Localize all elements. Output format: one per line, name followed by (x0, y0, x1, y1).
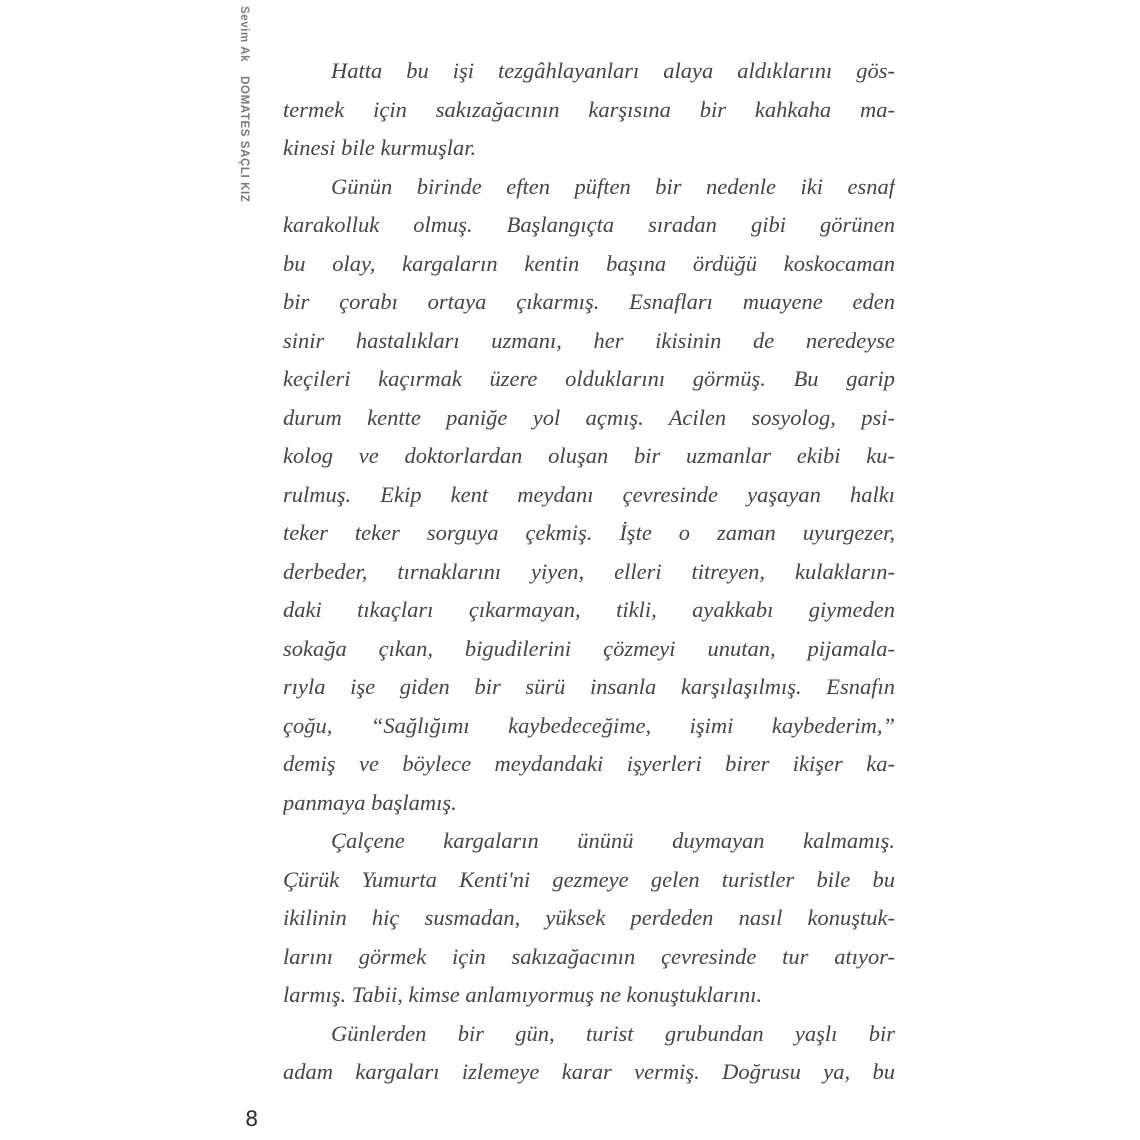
text-line: durum kentte paniğe yol açmış. Acilen sosyolog, psi- (283, 404, 895, 430)
text-line: larmış. Tabii, kimse anlamıyormuş ne konuştuklarını. (283, 982, 763, 1007)
text-line: keçileri kaçırmak üzere olduklarını görmüş. Bu garip (283, 366, 895, 391)
text-line: sinir hastalıkları uzmanı, her ikisinin de neredeyse (283, 327, 895, 353)
text-line: rulmuş. Ekip kent meydanı çevresinde yaşayan halkı (283, 481, 895, 507)
text-line: Günlerden bir gün, turist grubundan yaşlı bir (331, 1020, 895, 1046)
text-line: rıyla işe giden bir sürü insanla karşılaşılmış. Esnafın (283, 674, 895, 699)
spine-text (238, 6, 250, 306)
text-line: ikilinin hiç susmadan, yüksek perdeden nasıl konuştuk- (283, 905, 895, 930)
text-line: termek için sakızağacının karşısına bir kahkaha ma- (283, 96, 895, 122)
spine-author: Sevim Ak (238, 6, 250, 63)
text-line: daki tıkaçları çıkarmayan, tikli, ayakkabı giymeden (283, 597, 895, 622)
spine-title: DOMATES SAÇLI KIZ (238, 76, 250, 203)
text-line: demiş ve böylece meydandaki işyerleri birer ikişer ka- (283, 751, 895, 776)
text-line: teker teker sorguya çekmiş. İşte o zaman uyurgezer, (283, 520, 895, 545)
text-line: Günün birinde eften püften bir nedenle iki esnaf (331, 173, 895, 199)
text-line: derbeder, tırnaklarını yiyen, elleri titreyen, kulakların- (283, 558, 895, 584)
text-line: sokağa çıkan, bigudilerini çözmeyi unutan, pijamala- (283, 635, 895, 661)
body-text (283, 52, 895, 1092)
text-line: Çürük Yumurta Kenti'ni gezmeye gelen turistler bile bu (283, 866, 895, 892)
text-line: kinesi bile kurmuşlar. (283, 135, 477, 160)
text-line: kolog ve doktorlardan oluşan bir uzmanlar ekibi ku- (283, 443, 895, 468)
text-line: adam kargaları izlemeye karar vermiş. Doğrusu ya, bu (283, 1059, 895, 1084)
text-line: panmaya başlamış. (283, 789, 457, 815)
text-line: bu olay, kargaların kentin başına ördüğü koskocaman (283, 250, 895, 276)
text-line: Hatta bu işi tezgâhlayanları alaya aldıklarını gös- (331, 58, 895, 83)
text-line: bir çorabı ortaya çıkarmış. Esnafları muayene eden (283, 289, 895, 314)
text-line: Çalçene kargaların ününü duymayan kalmamış. (331, 828, 895, 853)
text-line: çoğu, “Sağlığımı kaybedeceğime, işimi kaybederim,” (283, 712, 895, 738)
text-line: larını görmek için sakızağacının çevresinde tur atıyor- (283, 943, 895, 969)
text-line: karakolluk olmuş. Başlangıçta sıradan gibi görünen (283, 212, 895, 237)
spine-gap (238, 62, 250, 76)
page-number: 8 (245, 1107, 259, 1131)
